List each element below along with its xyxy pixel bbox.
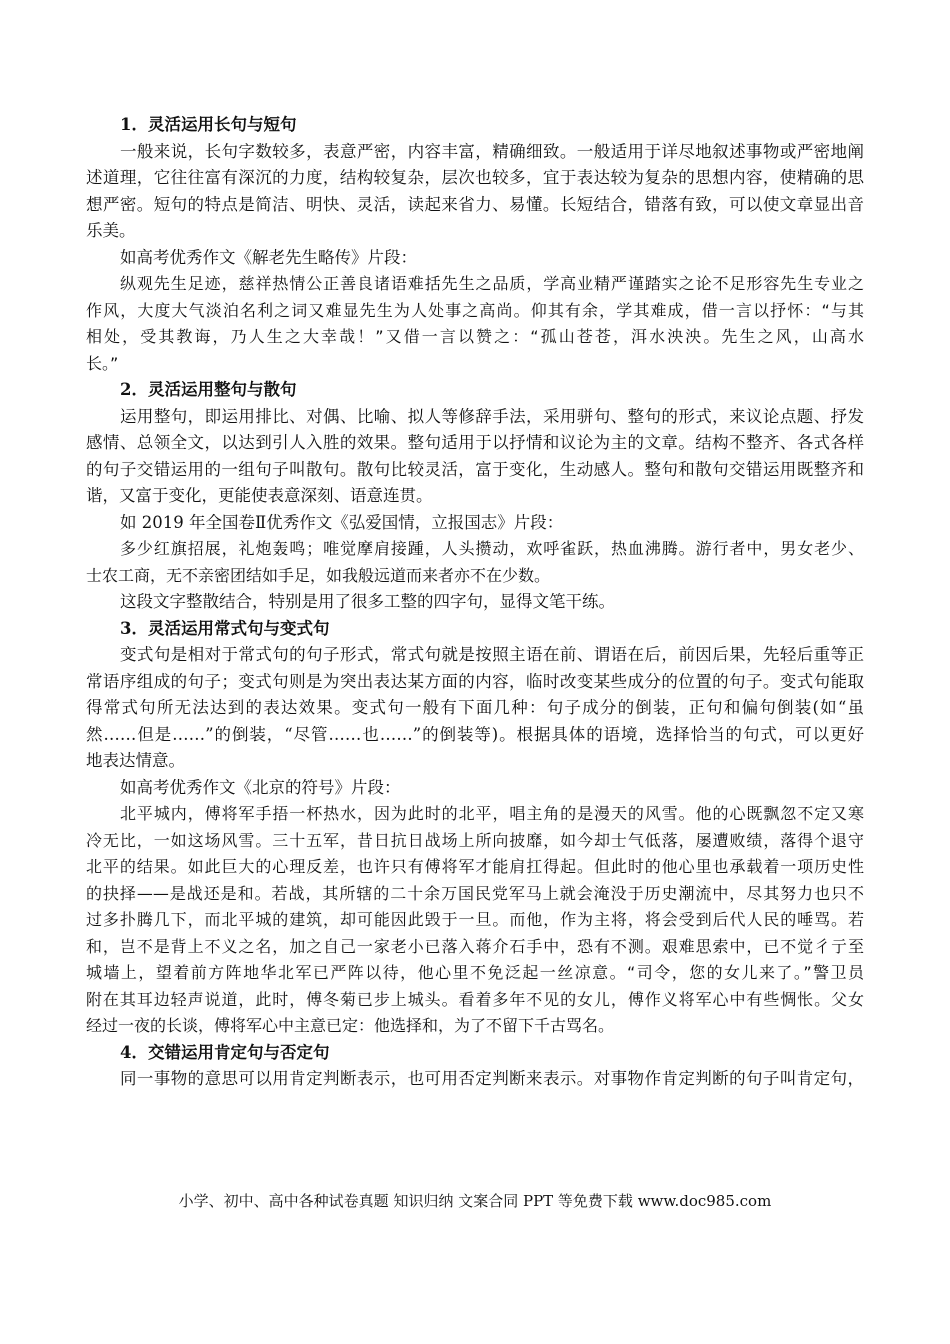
paragraph-line: 常语序组成的句子；变式句则是为突出表达某方面的内容，临时改变某些成分的位置的句子。变式句能取 [86, 671, 864, 691]
paragraph-line: 运用整句，即运用排比、对偶、比喻、拟人等修辞手法，采用骈句、整句的形式，来议论点题、抒发 [120, 406, 864, 426]
excerpt-line: 的抉择——是战还是和。若战，其所辖的二十余万国民党军马上就会淹没于历史潮流中，尽其努力也只不 [86, 883, 864, 903]
example-label: 如高考优秀作文《解老先生略传》片段： [120, 247, 417, 267]
paragraph-line: 的句子交错运用的一组句子叫散句。散句比较灵活，富于变化，生动感人。整句和散句交错运用既整齐和 [86, 459, 864, 479]
document-body [86, 112, 864, 1093]
excerpt-line: 多少红旗招展，礼炮轰鸣；唯觉摩肩接踵，人头攒动，欢呼雀跃，热血沸腾。游行者中，男女老少、 [120, 539, 864, 558]
paragraph-line: 得常式句所无法达到的表达效果。变式句一般有下面几种：句子成分的倒装，正句和偏句倒装(如“虽 [86, 698, 864, 717]
excerpt-line: 城墙上，望着前方阵地华北军已严阵以待，他心里不免泛起一丝凉意。“司令，您的女儿来了。”警卫员 [86, 963, 864, 982]
paragraph-line: 一般来说，长句字数较多，表意严密，内容丰富，精确细致。一般适用于详尽地叙述事物或严密地阐 [120, 141, 864, 161]
excerpt-line: 北平的结果。如此巨大的心理反差，也许只有傅将军才能肩扛得起。但此时的他心里也承载着一项历史性 [86, 857, 864, 876]
section-heading: 4．交错运用肯定句与否定句 [120, 1042, 330, 1062]
excerpt-line: 士农工商，无不亲密团结如手足，如我般远道而来者亦不在少数。 [86, 565, 551, 585]
paragraph-line: 同一事物的意思可以用肯定判断表示，也可用否定判断来表示。对事物作肯定判断的句子叫肯定句， [120, 1069, 864, 1088]
paragraph-line: 乐美。 [86, 221, 136, 240]
paragraph-line: 谐，又富于变化，更能使表意深刻、语意连贯。 [86, 486, 433, 505]
excerpt-line: 纵观先生足迹，慈祥热情公正善良诸语难括先生之品质，学高业精严谨踏实之论不足形容先生专业之 [120, 274, 864, 293]
paragraph-line: 述道理，它往往富有深沉的力度，结构较复杂，层次也较多，宜于表达较为复杂的思想内容，使精确的思 [86, 168, 864, 187]
excerpt-line: 相处，受其教诲，乃人生之大幸哉！”又借一言以赞之：“孤山苍苍，洱水泱泱。先生之风，山高水 [86, 327, 864, 346]
excerpt-line: 经过一夜的长谈，傅将军心中主意已定：他选择和，为了不留下千古骂名。 [86, 1016, 615, 1035]
example-label: 如高考优秀作文《北京的符号》片段： [120, 777, 401, 797]
example-label: 如 2019 年全国卷Ⅱ优秀作文《弘爱国情，立报国志》片段： [120, 512, 564, 532]
paragraph-line: 地表达情意。 [86, 751, 185, 770]
excerpt-line: 和，岂不是背上不义之名，加之自己一家老小已落入蒋介石手中，恐有不测。艰难思索中，已不觉彳亍至 [86, 936, 864, 956]
excerpt-line: 过多扑腾几下，而北平城的建筑，却可能因此毁于一旦。而他，作为主将，将会受到后代人民的唾骂。若 [86, 910, 864, 929]
section-heading: 2．灵活运用整句与散句 [120, 380, 297, 399]
comment-line: 这段文字整散结合，特别是用了很多工整的四字句，显得文笔干练。 [120, 592, 615, 611]
section-heading: 1．灵活运用长句与短句 [120, 115, 297, 134]
paragraph-line: 想严密。短句的特点是简洁、明快、灵活，读起来省力、易懂。长短结合，错落有致，可以使文章显出音 [86, 194, 864, 214]
paragraph-line: 感情、总领全文，以达到引人入胜的效果。整句适用于以抒情和议论为主的文章。结构不整齐、各式各样 [86, 433, 864, 452]
paragraph-line: 然……但是……”的倒装，“尽管……也……”的倒装等)。根据具体的语境，选择恰当的句式，可以更好 [86, 724, 864, 744]
excerpt-line: 北平城内，傅将军手捂一杯热水，因为此时的北平，唱主角的是漫天的风雪。他的心既飘忽不定又寒 [120, 804, 864, 823]
excerpt-line: 冷无比，一如这场风雪。三十五军，昔日抗日战场上所向披靡，如今却士气低落，屡遭败绩，落得个退守 [86, 830, 864, 850]
page-footer: 小学、初中、高中各种试卷真题 知识归纳 文案合同 PPT 等免费下载 www.doc985.com [178, 1192, 772, 1210]
excerpt-line: 附在其耳边轻声说道，此时，傅冬菊已步上城头。看着多年不见的女儿，傅作义将军心中有些惆怅。父女 [86, 989, 864, 1009]
excerpt-line: 长。” [86, 353, 119, 373]
paragraph-line: 变式句是相对于常式句的句子形式，常式句就是按照主语在前、谓语在后，前因后果，先轻后重等正 [120, 645, 864, 664]
excerpt-line: 作风，大度大气淡泊名利之词又难显先生为人处事之高尚。仰其有余，学其难成，借一言以抒怀：“与其 [86, 300, 864, 320]
section-heading: 3．灵活运用常式句与变式句 [120, 618, 330, 638]
